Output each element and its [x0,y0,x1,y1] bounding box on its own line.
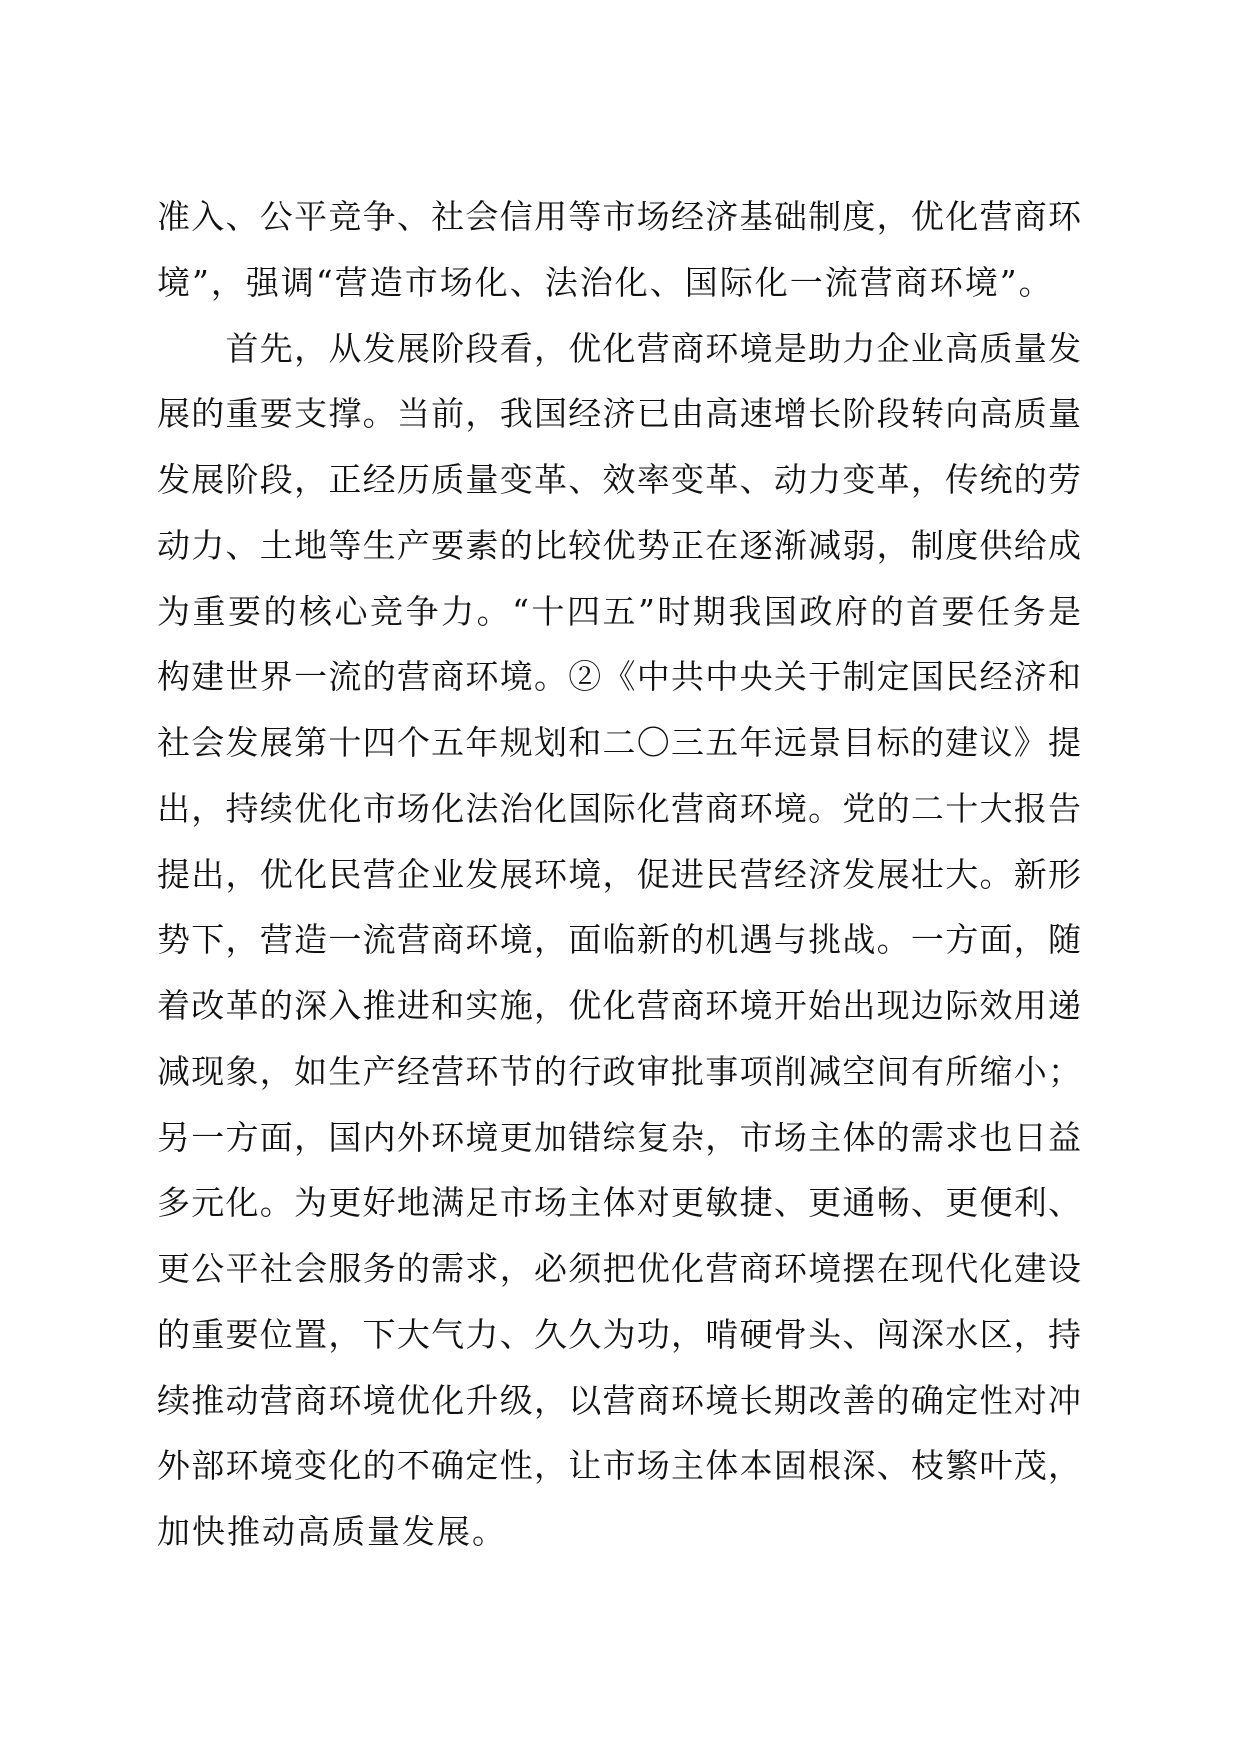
text-line: 势下，营造一流营商环境，面临新的机遇与挑战。一方面，随 [157,920,1081,960]
text-line: 多元化。为更好地满足市场主体对更敏捷、更通畅、更便利、 [157,1183,1081,1223]
text-line: 准入、公平竞争、社会信用等市场经济基础制度，优化营商环 [157,197,1081,236]
text-line: 另一方面，国内外环境更加错综复杂，市场主体的需求也日益 [157,1117,1081,1157]
text-line: 展的重要支撑。当前，我国经济已由高速增长阶段转向高质量 [157,394,1081,434]
text-line: 外部环境变化的不确定性，让市场主体本固根深、枝繁叶茂， [157,1446,1081,1486]
text-line: 构建世界一流的营商环境。②《中共中央关于制定国民经济和 [157,657,1081,697]
text-line: 着改革的深入推进和实施，优化营商环境开始出现边际效用递 [157,986,1081,1025]
text-line: 更公平社会服务的需求，必须把优化营商环境摆在现代化建设 [157,1249,1081,1288]
text-line: 提出，优化民营企业发展环境，促进民营经济发展壮大。新形 [157,854,1081,894]
text-line: 加快推动高质量发展。 [157,1512,507,1551]
text-line: 续推动营商环境优化升级，以营商环境长期改善的确定性对冲 [157,1380,1081,1420]
text-line: 社会发展第十四个五年规划和二〇三五年远景目标的建议》提 [157,723,1081,762]
text-line: 动力、土地等生产要素的比较优势正在逐渐减弱，制度供给成 [157,525,1081,565]
text-line: 发展阶段，正经历质量变革、效率变革、动力变革，传统的劳 [157,460,1081,499]
text-line: 出，持续优化市场化法治化国际化营商环境。党的二十大报告 [157,788,1081,828]
text-line: 为重要的核心竞争力。“十四五”时期我国政府的首要任务是 [157,591,1081,631]
text-line: 首先，从发展阶段看，优化营商环境是助力企业高质量发 [157,328,1081,368]
text-line: 减现象，如生产经营环节的行政审批事项削减空间有所缩小； [157,1051,1081,1091]
text-line: 的重要位置，下大气力、久久为功，啃硬骨头、闯深水区，持 [157,1314,1081,1354]
text-line: 境”，强调“营造市场化、法治化、国际化一流营商环境”。 [157,262,1054,302]
body-text [157,184,1081,1565]
